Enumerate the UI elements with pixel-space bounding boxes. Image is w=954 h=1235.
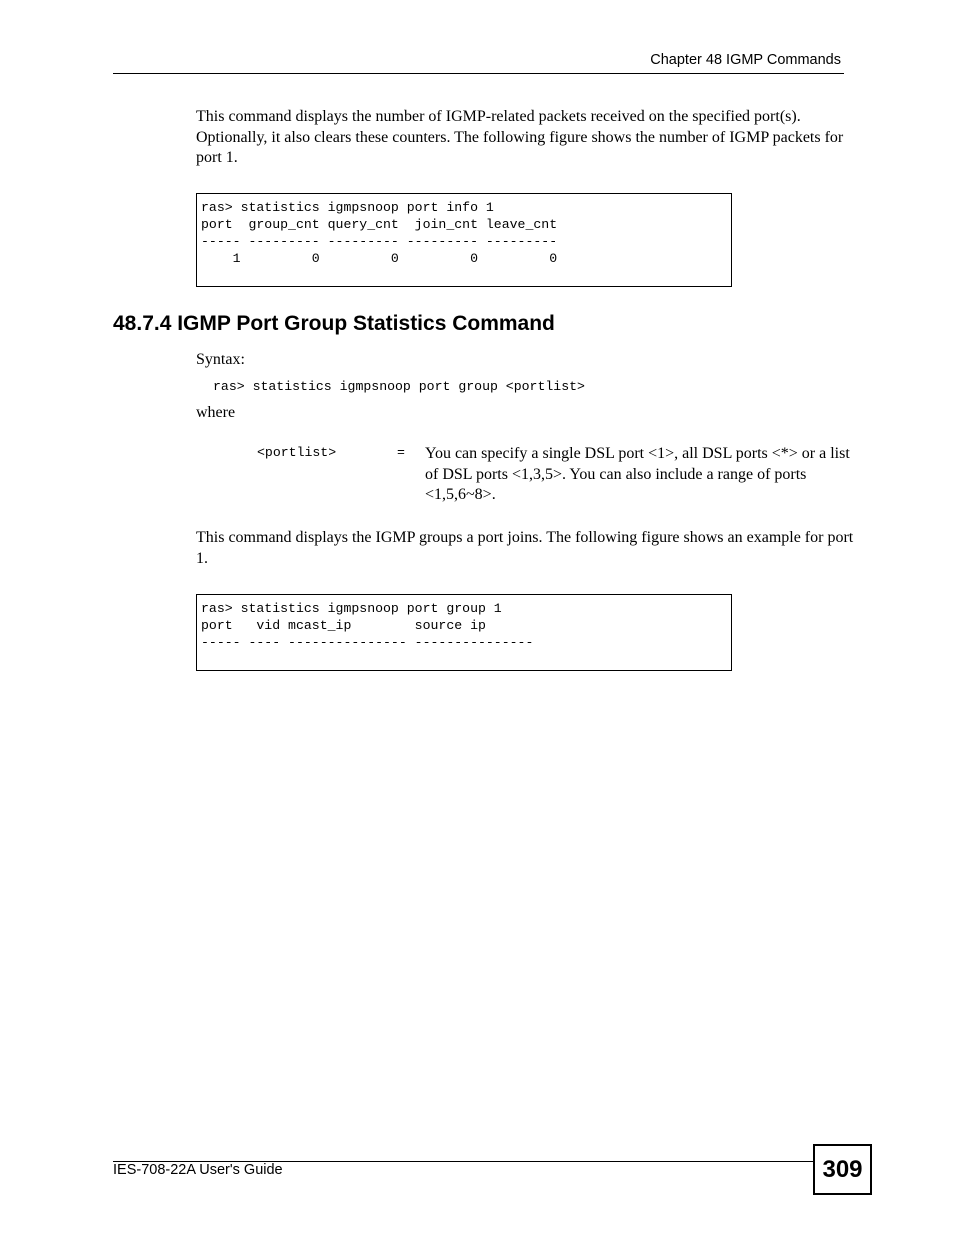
code-line: port group_cnt query_cnt join_cnt leave_cnt [201, 217, 558, 232]
parameter-description: You can specify a single DSL port <1>, all DSL ports <*> or a list of DSL ports <1,3,5>. You can also include a range of ports <1,5,6~8>. [425, 445, 850, 503]
code-line: ras> statistics igmpsnoop port info 1 [201, 200, 494, 215]
page-number: 309 [813, 1144, 872, 1195]
parameter-name: <portlist> [257, 445, 337, 460]
code-line: ----- --------- --------- --------- --------- [201, 234, 558, 249]
syntax-command: ras> statistics igmpsnoop port group <portlist> [213, 379, 585, 394]
where-label: where [196, 404, 236, 421]
parameter-separator: = [397, 445, 405, 460]
code-line: 1 0 0 0 0 [201, 251, 558, 266]
code-example-info [196, 193, 732, 287]
intro-paragraph: This command displays the number of IGMP-related packets received on the specified port(s). Optionally, it also clears these counters. The following figure shows the number of IGMP packets for port 1. [196, 108, 844, 166]
running-header: Chapter 48 IGMP Commands [650, 52, 841, 68]
code-example-group [196, 594, 732, 671]
code-line: ras> statistics igmpsnoop port group 1 [201, 601, 502, 616]
code-line: port vid mcast_ip source ip [201, 618, 486, 633]
section-heading: 48.7.4 IGMP Port Group Statistics Command [113, 312, 555, 335]
syntax-label: Syntax: [196, 351, 245, 368]
group-paragraph: This command displays the IGMP groups a port joins. The following figure shows an example for port 1. [196, 529, 854, 567]
guide-title: IES-708-22A User's Guide [113, 1162, 283, 1178]
header-divider [113, 73, 844, 74]
code-line: ----- ---- --------------- --------------- [201, 635, 534, 650]
